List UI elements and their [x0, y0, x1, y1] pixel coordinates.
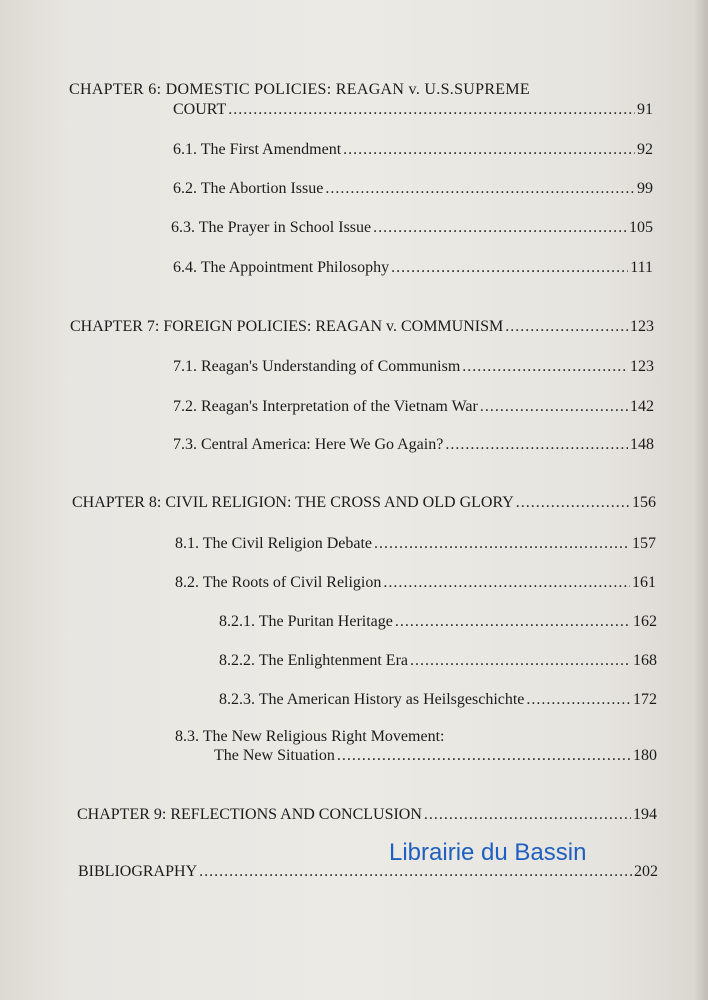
dot-leader — [526, 690, 631, 710]
dot-leader — [383, 573, 630, 593]
chapter-6-title-line1: CHAPTER 6: DOMESTIC POLICIES: REAGAN v. U.S.SUPREME — [69, 81, 530, 98]
dot-leader — [516, 493, 630, 513]
page-number: 202 — [634, 863, 658, 880]
dot-leader — [343, 140, 635, 160]
page-number: 172 — [633, 691, 657, 708]
section-title: 6.4. The Appointment Philosophy — [173, 259, 390, 276]
subsection-title: 8.2.3. The American History as Heilsgeschichte — [219, 691, 525, 708]
toc-entry-8-1 — [175, 534, 656, 554]
section-title: 8.1. The Civil Religion Debate — [175, 535, 373, 552]
page-number: 168 — [633, 652, 657, 669]
toc-entry-7-3 — [173, 435, 654, 455]
dot-leader — [395, 612, 631, 632]
toc-entry-7-1 — [173, 357, 654, 377]
page-number: 105 — [629, 219, 653, 236]
dot-leader — [325, 179, 635, 199]
dot-leader — [462, 357, 628, 377]
toc-entry-8-2-1 — [219, 612, 657, 632]
section-title: 7.2. Reagan's Interpretation of the Vietnam War — [173, 398, 478, 415]
dot-leader — [373, 218, 627, 238]
dot-leader — [445, 435, 628, 455]
chapter-6-title-line2: COURT — [173, 101, 227, 118]
toc-entry-6-2 — [173, 179, 653, 199]
page-number: 99 — [637, 180, 653, 197]
toc-entry-8-2 — [175, 573, 656, 593]
page-number: 148 — [630, 436, 654, 453]
chapter-8-title: CHAPTER 8: CIVIL RELIGION: THE CROSS AND OLD GLORY — [72, 494, 514, 511]
page-number: 194 — [633, 806, 657, 823]
toc-entry-7-2 — [173, 397, 654, 417]
section-8-3-title-line2: The New Situation — [214, 747, 335, 764]
toc-entry-chapter-8 — [72, 493, 656, 513]
toc-entry-8-2-2 — [219, 651, 657, 671]
subsection-title: 8.2.1. The Puritan Heritage — [219, 613, 393, 630]
section-title: 6.2. The Abortion Issue — [173, 180, 324, 197]
page-number: 91 — [637, 101, 653, 118]
toc-entry-6-1 — [173, 140, 653, 160]
page-number: 162 — [633, 613, 657, 630]
dot-leader — [337, 746, 631, 766]
dot-leader — [391, 258, 628, 278]
section-title: 7.3. Central America: Here We Go Again? — [173, 436, 444, 453]
toc-entry-chapter-7 — [70, 317, 654, 337]
dot-leader — [228, 100, 635, 120]
toc-entry-6-3 — [171, 218, 653, 238]
section-title: 7.1. Reagan's Understanding of Communism — [173, 358, 461, 375]
toc-entry-6-4 — [173, 258, 653, 278]
toc-entry-chapter-9 — [77, 805, 657, 825]
toc-entry-8-3 — [214, 746, 657, 766]
section-8-3-title-line1: 8.3. The New Religious Right Movement: — [175, 728, 445, 745]
page-edge-shadow — [694, 0, 708, 1000]
seller-watermark: Librairie du Bassin — [389, 839, 587, 866]
dot-leader — [480, 397, 628, 417]
dot-leader — [374, 534, 630, 554]
bibliography-title: BIBLIOGRAPHY — [78, 863, 198, 880]
page-number: 161 — [632, 574, 656, 591]
dot-leader — [505, 317, 628, 337]
section-title: 6.1. The First Amendment — [173, 141, 342, 158]
page-number: 156 — [632, 494, 656, 511]
subsection-title: 8.2.2. The Enlightenment Era — [219, 652, 408, 669]
dot-leader — [424, 805, 631, 825]
section-title: 8.2. The Roots of Civil Religion — [175, 574, 382, 591]
page-number: 180 — [633, 747, 657, 764]
toc-entry-chapter-6 — [173, 100, 653, 120]
toc-entry-8-2-3 — [219, 690, 657, 710]
page-number: 157 — [632, 535, 656, 552]
chapter-9-title: CHAPTER 9: REFLECTIONS AND CONCLUSION — [77, 806, 422, 823]
chapter-7-title: CHAPTER 7: FOREIGN POLICIES: REAGAN v. COMMUNISM — [70, 318, 504, 335]
page-number: 123 — [630, 318, 654, 335]
dot-leader — [410, 651, 631, 671]
page-number: 111 — [630, 259, 653, 276]
page-number: 142 — [630, 398, 654, 415]
page-number: 92 — [637, 141, 653, 158]
section-title: 6.3. The Prayer in School Issue — [171, 219, 372, 236]
page-number: 123 — [630, 358, 654, 375]
